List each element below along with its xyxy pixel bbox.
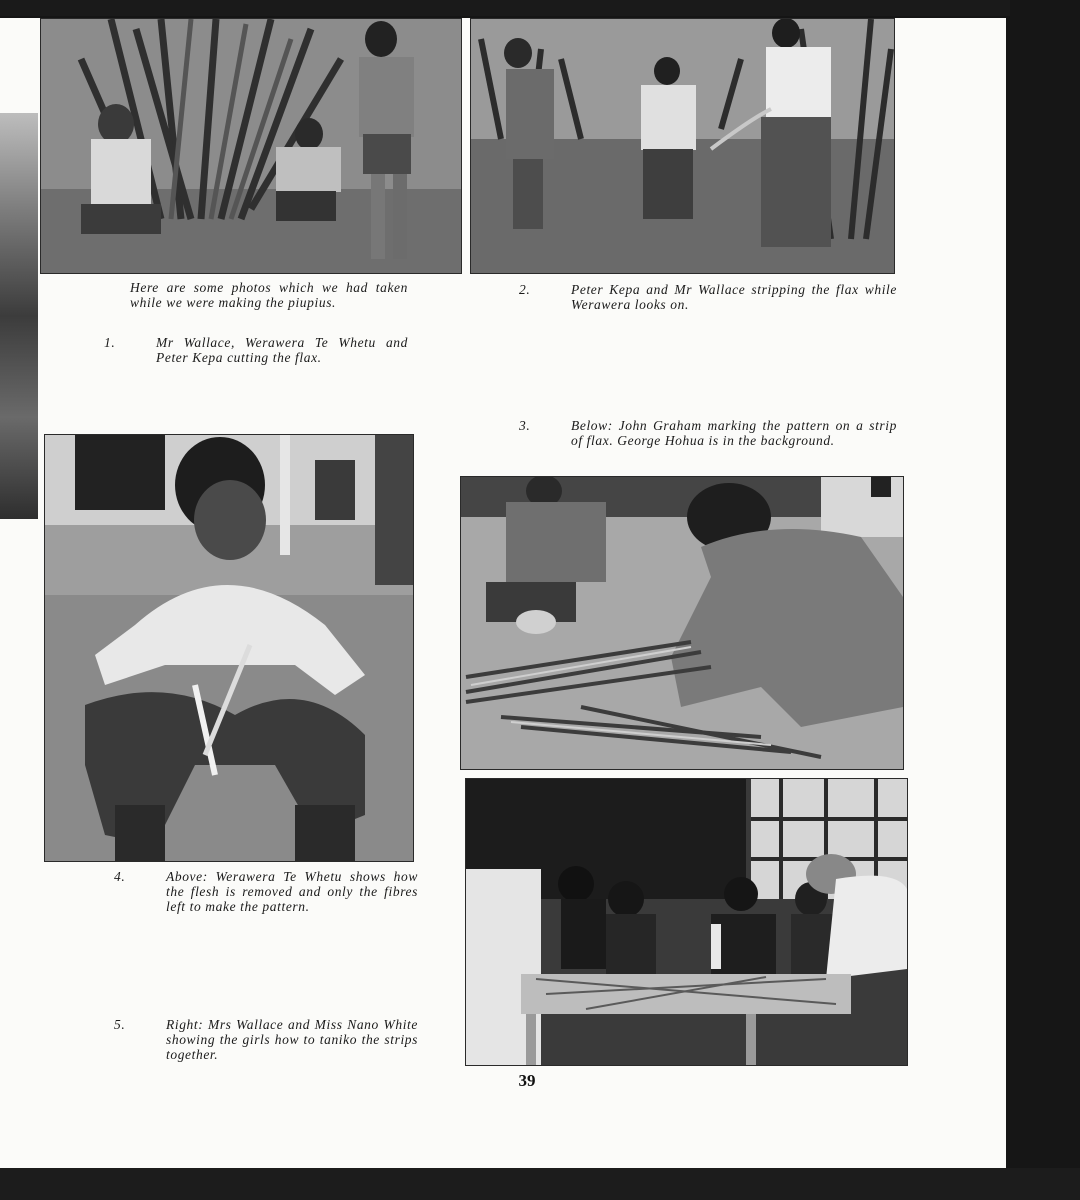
page-number: 39 <box>518 1071 536 1090</box>
scanner-border-bottom <box>0 1168 1080 1200</box>
photo-taniko-lesson <box>465 778 908 1066</box>
adjacent-page-photo-fragment <box>0 113 38 519</box>
caption-4-number: 4. <box>114 869 126 884</box>
caption-5-text: Right: Mrs Wallace and Miss Nano White showing the girls how to taniko the strips together. <box>166 1017 418 1062</box>
caption-1-number: 1. <box>104 335 116 350</box>
photo-stripping-flax <box>470 18 895 274</box>
caption-2-number: 2. <box>519 282 531 297</box>
photo-cutting-flax <box>40 18 462 274</box>
caption-5 <box>114 1017 418 1062</box>
intro-caption: Here are some photos which we had taken while we were making the piupius. <box>130 280 408 310</box>
caption-4 <box>114 869 418 914</box>
caption-5-number: 5. <box>114 1017 126 1032</box>
scanner-border-right <box>1010 0 1080 1200</box>
scanner-border-top <box>0 0 1080 16</box>
photo-werawera-fibres <box>44 434 414 862</box>
caption-1-text: Mr Wallace, Werawera Te Whetu and Peter Kepa cutting the flax. <box>156 335 408 365</box>
caption-3 <box>519 418 897 448</box>
caption-3-number: 3. <box>519 418 531 433</box>
photo-marking-pattern <box>460 476 904 770</box>
caption-2-text: Peter Kepa and Mr Wallace stripping the flax while Werawera looks on. <box>571 282 897 312</box>
caption-4-text: Above: Werawera Te Whetu shows how the flesh is removed and only the fibres left to make the pattern. <box>166 869 418 914</box>
caption-3-text: Below: John Graham marking the pattern on a strip of flax. George Hohua is in the background. <box>571 418 897 448</box>
caption-1 <box>104 335 408 365</box>
caption-2 <box>519 282 897 312</box>
